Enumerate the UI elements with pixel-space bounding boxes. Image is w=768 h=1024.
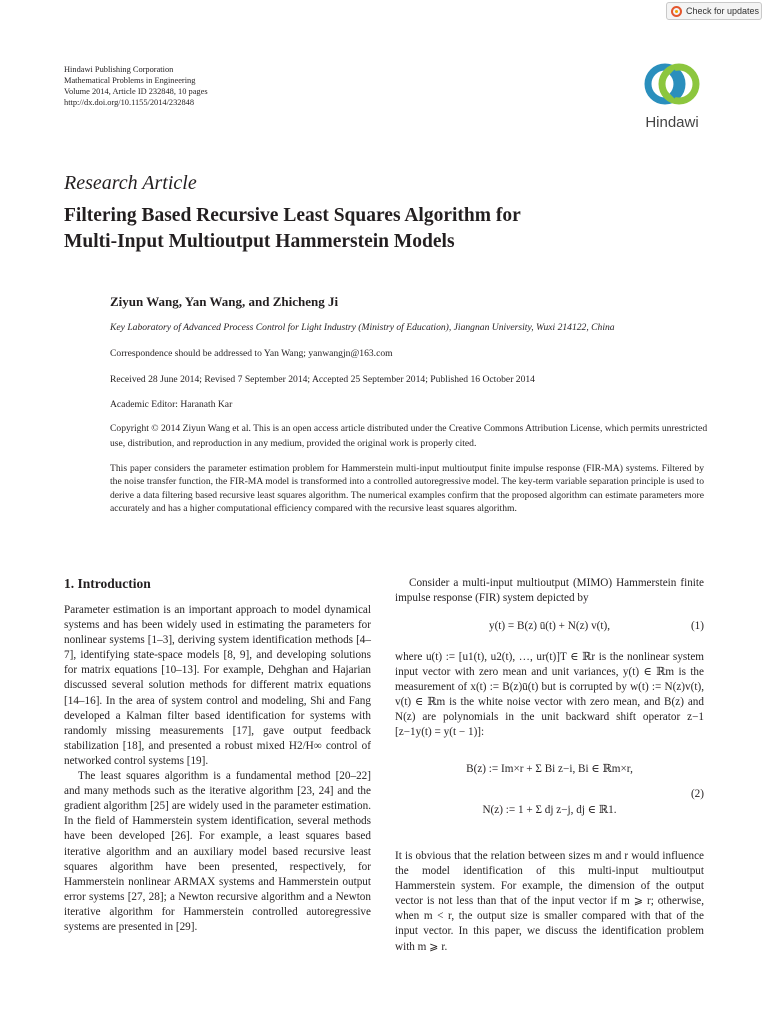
check-for-updates-badge[interactable]	[666, 2, 762, 20]
equation-2a: B(z) := Im×r + Σ Bi z−i, Bi ∈ ℝm×r,	[466, 763, 633, 775]
badge-label: Check for updates	[686, 6, 760, 16]
equation-1	[395, 620, 704, 632]
equation-1-number: (1)	[690, 620, 704, 632]
copyright: Copyright © 2014 Ziyun Wang et al. This is an open access article distributed under the Creative Commons Attribution License, which permits unrestricted use, distribution, and reproduction in any medium, provided the original work is properly cited.	[110, 423, 708, 449]
volume-info: Volume 2014, Article ID 232848, 10 pages	[64, 87, 208, 96]
affiliation: Key Laboratory of Advanced Process Control for Light Industry (Ministry of Education), Jiangnan University, Wuxi 214122, China	[110, 322, 615, 333]
section-heading-introduction: 1. Introduction	[64, 576, 151, 591]
article-title	[64, 203, 704, 255]
update-icon	[671, 6, 682, 17]
right-intro-paragraph: Consider a multi-input multioutput (MIMO) Hammerstein finite impulse response (FIR) system depicted by	[395, 577, 704, 605]
authors: Ziyun Wang, Yan Wang, and Zhicheng Ji	[110, 294, 339, 309]
logo-text: Hindawi	[645, 114, 699, 131]
doi-link[interactable]: http://dx.doi.org/10.1155/2014/232848	[64, 98, 195, 107]
journal-name: Mathematical Problems in Engineering	[64, 76, 196, 85]
correspondence: Correspondence should be addressed to Yan Wang; yanwangjn@163.com	[110, 348, 393, 359]
left-column	[64, 603, 371, 935]
title-line-2: Multi-Input Multioutput Hammerstein Models	[64, 231, 455, 252]
where-paragraph: where u(t) := [u1(t), u2(t), …, ur(t)]T ∈ ℝr is the nonlinear system input vector with zero mean and unit variances, y(t) ∈ ℝm is the measurement of x(t) := B(z)ū(t) but is corrupted by w(t) := N(z)v(t), v(t) ∈ ℝm is the white noise vector with zero mean, and B(z) and N(z) are polynomials in the unit backward shift operator z−1 [z−1y(t) = y(t − 1)]:	[395, 651, 704, 739]
equation-2	[395, 762, 704, 816]
article-type: Research Article	[64, 172, 197, 194]
title-line-1: Filtering Based Recursive Least Squares Algorithm for	[64, 205, 521, 226]
equation-1-body: y(t) = B(z) ū(t) + N(z) v(t),	[488, 620, 611, 632]
intro-paragraph-2: The least squares algorithm is a fundamental method [20–22] and many methods such as the iterative algorithm [23, 24] and the gradient algorithm [25] are widely used in the parameter estimation. In the field of Hammerstein system identification, several methods have been developed [26]. For example, a least squares based iterative algorithm and an auxiliary model based recursive least squares algorithm have been presented, respectively, for Hammerstein nonlinear ARMAX systems and Hammerstein output error systems [27, 28]; a Newton recursive algorithm and a Newton iterative algorithm for Hammerstein controlled autoregressive systems are presented in [29].	[64, 770, 371, 933]
right-paragraph-2: It is obvious that the relation between sizes m and r would influence the model identification of this multi-input multioutput Hammerstein system. For example, the dimension of the output vector is not less than that of the input vector if m ⩾ r; otherwise, when m < r, the output size is smaller compared with that of the input vector. In this paper, we discuss the identification problem with m ⩾ r.	[395, 850, 704, 953]
intro-paragraph-1: Parameter estimation is an important approach to model dynamical systems and has been widely used in estimating the parameters for nonlinear systems [1–3], deriving system identification methods [4–7], identifying state-space models [8, 9], and developing solutions for matrix equations [10–13]. For example, Dehghan and Hajarian discussed several solution methods for different matrix equations [14–16]. In the area of system control and modeling, Shi and Fang developed a Kalman filter based identification for systems with randomly missing measurements [17], gave output feedback stabilization [18], and presented a robust mixed H2/H∞ control of networked control systems [19].	[64, 604, 371, 767]
academic-editor: Academic Editor: Haranath Kar	[110, 399, 233, 410]
hindawi-logo	[636, 58, 708, 131]
equation-2-number: (2)	[690, 788, 704, 800]
hindawi-logo-icon	[636, 58, 708, 108]
publication-info	[64, 64, 208, 108]
publisher: Hindawi Publishing Corporation	[64, 65, 174, 74]
dates: Received 28 June 2014; Revised 7 September 2014; Accepted 25 September 2014; Published 16 October 2014	[110, 374, 535, 385]
abstract: This paper considers the parameter estimation problem for Hammerstein multi-input multioutput finite impulse response (FIR-MA) systems. Filtered by the noise transfer function, the FIR-MA model is transformed into a controlled autoregressive model. The key-term variable separation principle is used to derive a data filtering based recursive least squares algorithm. The numerical examples confirm that the proposed algorithm can estimate parameters more accurately and has a higher computational efficiency compared with the recursive least squares algorithm.	[110, 463, 704, 515]
equation-2b: N(z) := 1 + Σ dj z−j, dj ∈ ℝ1.	[482, 804, 617, 816]
